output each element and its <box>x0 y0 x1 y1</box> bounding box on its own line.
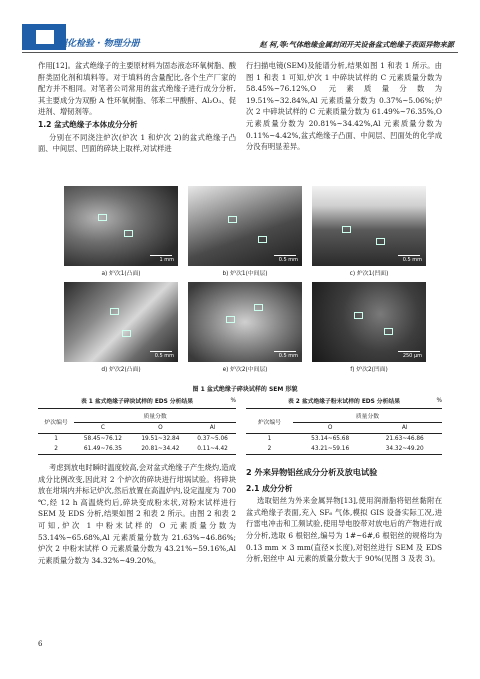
table-cell: 2 <box>38 444 74 455</box>
header-rule <box>22 52 458 53</box>
scale-bar <box>274 255 296 256</box>
table-row <box>246 444 442 455</box>
figure-caption: 图 1 盆式绝缘子碎块试样的 SEM 形貌 <box>192 386 298 393</box>
table-title: 表 2 盆式绝缘子粉末试样的 EDS 分析结果 <box>287 399 400 405</box>
sem-image <box>64 282 178 362</box>
running-title: 赵 柯,等:气体绝缘金属封闭开关设备盆式绝缘子表面异物来源 <box>259 40 454 49</box>
sem-image <box>188 282 302 362</box>
sem-image <box>312 282 426 362</box>
table-cell: 34.32~49.20 <box>367 444 442 455</box>
right-column-bottom <box>246 466 442 565</box>
table-unit: % <box>230 398 236 404</box>
panel-caption: d) 炉次2(凸面) <box>101 367 141 373</box>
eds-region-marker <box>98 214 107 221</box>
sem-image <box>312 186 426 266</box>
table-cell: 43.21~59.16 <box>293 444 368 455</box>
table-cell: 2 <box>246 444 293 455</box>
panel-caption: c) 炉次1(凹面) <box>349 271 389 277</box>
eds-region-marker <box>342 226 351 233</box>
column-header: Al <box>189 423 236 434</box>
table-2 <box>246 396 442 455</box>
journal-name: 理化检验 · 物理分册 <box>58 39 140 49</box>
eds-table-1 <box>38 408 236 455</box>
page-header <box>0 0 480 62</box>
sem-image <box>188 186 302 266</box>
eds-region-marker <box>228 216 237 223</box>
scale-label: 0.5 mm <box>278 353 298 359</box>
sem-panel-c <box>312 186 426 277</box>
column-header: 炉次编号 <box>246 409 293 434</box>
sem-image <box>64 186 178 266</box>
sem-panel-e <box>188 282 302 373</box>
scale-bar <box>150 255 172 256</box>
table-cell: 21.63~46.86 <box>385 436 424 442</box>
scale-label: 250 μm <box>402 353 422 359</box>
table-cell: 53.14~65.68 <box>311 436 350 442</box>
scale-bar <box>398 351 420 352</box>
table-row <box>38 434 236 445</box>
column-header: 炉次编号 <box>38 409 74 434</box>
table-cell: 58.45~76.12 <box>83 436 122 442</box>
left-column-bottom <box>38 462 236 566</box>
eds-region-marker <box>226 316 235 323</box>
page-number: 6 <box>38 640 43 648</box>
table-title: 表 1 盆式绝缘子碎块试样的 EDS 分析结果 <box>80 399 193 405</box>
panel-caption: a) 炉次1(凸面) <box>101 271 141 277</box>
eds-region-marker <box>122 330 131 337</box>
table-cell: 0.37~5.06 <box>197 436 228 442</box>
eds-region-marker <box>376 238 385 245</box>
table-row <box>246 434 442 445</box>
sem-panel-a <box>64 186 178 277</box>
journal-logo-notch <box>36 30 54 44</box>
eds-region-marker <box>254 304 263 311</box>
paragraph: 分别在不同浇注炉次(炉次 1 和炉次 2)的盆式绝缘子凸面、中间层、凹面的碎块上取样,对试样进 <box>38 132 236 154</box>
scale-bar <box>274 351 296 352</box>
panel-caption: e) 炉次2(中间层) <box>222 367 268 373</box>
table-cell: 20.81~34.42 <box>132 444 189 455</box>
table-cell: 1 <box>54 436 58 442</box>
section-heading-1-2: 1.2 盆式绝缘子本体成分分析 <box>38 119 138 129</box>
panel-caption: f) 炉次2(凹面) <box>350 367 388 373</box>
sem-panel-f <box>312 282 426 373</box>
table-cell: 19.51~32.84 <box>141 436 180 442</box>
eds-table-2 <box>246 408 442 455</box>
eds-region-marker <box>124 230 133 237</box>
section-heading-2-1: 2.1 成分分析 <box>246 483 293 493</box>
table-1 <box>38 396 236 455</box>
paragraph: 行扫描电镜(SEM)及能谱分析,结果如图 1 和表 1 所示。由图 1 和表 1 可知,炉次 1 中碎块试样的 C 元素质量分数为 58.45%~76.12%,O 元素质量分数为 19.51%~32.84%,Al 元素质量分数为 0.37%~5.06%;炉次 2 中碎块试样的 C 元素质量分数为 61.49%~76.35%,O 元素质量分数为 20.81%~34.42%,Al 元素质量分数为 0.11%~4.42%,盆式绝缘子凸面、中间层、凹面处的化学成分没有明显差异。 <box>246 61 442 152</box>
right-column-top <box>246 60 442 153</box>
column-header: Al <box>367 423 442 434</box>
table-unit: % <box>436 398 442 404</box>
panel-caption: b) 炉次1(中间层) <box>222 271 268 277</box>
eds-region-marker <box>258 236 267 243</box>
sem-panel-d <box>64 282 178 373</box>
paragraph: 考虑到放电时瞬时温度较高,会对盆式绝缘子产生烧灼,造成成分比例改变,因此对 2 个炉次的碎块进行坩埚试验。将碎块放在坩埚内并标记炉次,然后放置在高温炉内,设定温度为 700 ℃,经 12 h 高温烧灼后,碎块变成粉末状,对粉末试样进行 SEM 及 EDS 分析,结果如图 2 和表 2 所示。由图 2 和表 2 可知,炉次 1 中粉末试样的 O 元素质量分数为 53.14%~65.68%,Al 元素质量分数为 21.63%~46.86%;炉次 2 中粉末试样 O 元素质量分数为 43.21%~59.16%,Al 元素质量分数为 34.32%~49.20%。 <box>38 463 236 565</box>
section-heading-2: 2 外来异物铝丝成分分析及放电试验 <box>246 467 378 477</box>
paragraph: 作用[12]。盆式绝缘子的主要原材料为固态液态环氧树脂、酸酐类固化剂和填料等。对于填料的含量配比,各个生产厂家的配方并不相同。对笔者公司常用的盆式绝缘子进行成分分析,其主要成分为双酚 A 性环氧树脂、邻苯二甲酸酐、Al₂O₃、促进剂、增韧剂等。 <box>38 61 236 117</box>
eds-region-marker <box>384 328 393 335</box>
eds-region-marker <box>110 308 119 315</box>
scale-label: 0.5 mm <box>402 257 422 263</box>
scale-label: 0.5 mm <box>154 353 174 359</box>
table-cell: 61.49~76.35 <box>74 444 131 455</box>
column-group-header: 质量分数 <box>293 409 442 423</box>
scale-bar <box>398 255 420 256</box>
scale-label: 0.5 mm <box>278 257 298 263</box>
scale-label: 1 mm <box>159 257 174 263</box>
figure-1 <box>64 186 426 393</box>
table-cell: 0.11~4.42 <box>189 444 236 455</box>
left-column-top <box>38 60 236 155</box>
column-group-header: 质量分数 <box>74 409 236 423</box>
column-header: O <box>293 423 368 434</box>
column-header: O <box>132 423 189 434</box>
table-row <box>38 444 236 455</box>
column-header: C <box>74 423 131 434</box>
sem-panel-b <box>188 186 302 277</box>
paragraph: 选取铝丝为外来金属异物[13],使用润滑脂将铝丝黏附在盆式绝缘子表面,充入 SF₆ 气体,模拟 GIS 设备实际工况,进行雷电冲击和工频试验,使用导电胶带对放电后的产物进行成分分析,选取 6 根铝丝,编号为 1#~6#,6 根铝丝的规格均为 0.13 mm × 3 mm(直径×长度),对铝丝进行 SEM 及 EDS 分析,铝丝中 Al 元素的质量分数大于 90%(见图 3 及表 3)。 <box>246 496 442 564</box>
scale-bar <box>150 351 172 352</box>
table-cell: 1 <box>267 436 272 442</box>
eds-region-marker <box>354 312 363 319</box>
